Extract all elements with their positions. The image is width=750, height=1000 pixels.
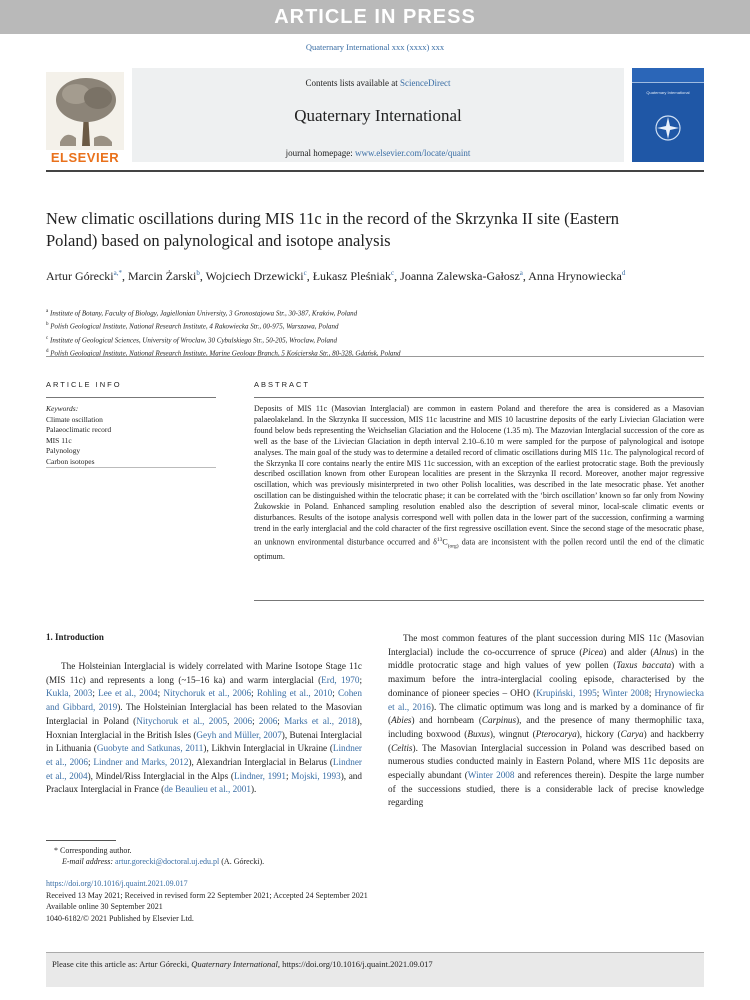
keywords-block xyxy=(46,404,216,467)
author-affiliation-marker[interactable]: b xyxy=(196,269,200,277)
citation-link[interactable]: Marks et al., 2018 xyxy=(284,715,357,726)
email-link[interactable]: artur.gorecki@doctoral.uj.edu.pl xyxy=(115,857,220,866)
body-text: ), and the presence of many thermophilic taxa, including boxwood ( xyxy=(388,715,705,739)
cover-journal-title: Quaternary International xyxy=(646,90,690,95)
body-text: ), wingnut ( xyxy=(489,728,536,739)
footnotes xyxy=(46,845,446,867)
keywords-rule xyxy=(46,467,216,468)
affiliation-item xyxy=(46,333,686,346)
citation-link[interactable]: Erd, 1970 xyxy=(321,674,360,685)
keyword-item: Palaeoclimatic record xyxy=(46,425,112,434)
abstract-body: Deposits of MIS 11c (Masovian Interglacial) are common in eastern Poland and therefore the area is considered as a Masovian palaeolakeland. In the Skrzynka II succession, MIS 11c lacustrine and MIS 10 lacustrine deposits of the early Liviecian Glaciation were found below beds representing the Weichselian Glaciation and the Holocene (1.35 m). The Mazovian Interglacial succession of the core as well as the base of the Liviecian Glaciation in depth interval 2.10–6.10 m were sampled for the purpose of palynological and isotope analyses. The main goal of the study was to determine a detailed record of climatic oscillations during MIS 11c. The palynological record of the Skrzynka II core contains nearly the entire MIS 11c succession, with an exception of the earliest protocratic stage. Both the previously described oscillation known from other European localities are present in the Skrzynka II record. Moreover, another major regressive oscillation, which was previously misinterpreted in two other Polish localities, was described in the late mesocratic phase. Yet another oscillation can be distinguished within the telocratic phase; it can be correlated with the ‘birch oscillation’ known so far only from Nowiny Żukowskie in Poland. Enhanced sampling resolution enabled also the description of several minor, local-scale climatic events or disturbances. Results of the isotope analysis correspond well with pollen data in the lower part of the succession, confirming a warming trend in the early interglacial and the cold character of the first regressive oscillation event. Since the second stage of the mesocratic phase, an unknown environmental disturbance occurred and δ xyxy=(254,404,704,547)
abstract-sub-c: C xyxy=(442,537,448,547)
taxon-name: Taxus baccata xyxy=(616,660,672,671)
taxon-name: Celtis xyxy=(391,742,413,753)
citation-link[interactable]: Nitychoruk et al., 2006 xyxy=(163,688,252,699)
body-text: ). The Holsteinian Interglacial has been related to the Masovian Interglacial in Poland ( xyxy=(46,702,362,726)
body-text: ) and hornbeam ( xyxy=(411,715,482,726)
citation-link[interactable]: 2006 xyxy=(258,715,278,726)
abstract-rule xyxy=(254,397,704,398)
cover-emblem-icon xyxy=(654,114,682,142)
cite-prefix: Please cite this article as: Artur Górecki, xyxy=(52,959,192,969)
email-label: E-mail address: xyxy=(62,857,116,866)
author-affiliation-marker[interactable]: d xyxy=(621,269,626,277)
body-text: ), Butenai Interglacial in Lithuania ( xyxy=(46,729,362,754)
author-list xyxy=(46,264,646,286)
taxon-name: Picea xyxy=(582,646,604,657)
footnote-rule xyxy=(46,840,116,841)
body-text: The Holsteinian Interglacial is widely correlated with Marine Isotope Stage 11c (MIS 11c) and represents a long (~15–16 ka) and warm interglacial ( xyxy=(46,661,362,685)
author-separator: , xyxy=(522,269,529,283)
body-text: ) and alder ( xyxy=(603,646,654,657)
citation-link[interactable]: Rohling et al., 2010 xyxy=(256,688,333,699)
keyword-item: Carbon isotopes xyxy=(46,456,95,466)
citation-link[interactable]: Lee et al., 2004 xyxy=(98,688,158,699)
body-text: , xyxy=(227,715,234,726)
journal-header-panel xyxy=(132,68,624,162)
body-text: ; xyxy=(252,715,259,726)
taxon-name: Carya xyxy=(620,728,644,739)
author-affiliation-marker[interactable]: c xyxy=(391,269,395,277)
intro-right-paragraph xyxy=(388,632,704,810)
cite-journal: Quaternary International xyxy=(191,959,278,969)
author-name: Artur Górecki xyxy=(46,269,114,283)
body-text: ), Mindel/Riss Interglacial in the Alps ( xyxy=(87,770,234,781)
contents-prefix: Contents lists available at xyxy=(305,78,400,88)
cover-top-strip xyxy=(632,68,704,83)
issn-copyright: 1040-6182/© 2021 Published by Elsevier Ltd. xyxy=(46,914,194,924)
citation-link[interactable]: de Beaulieu et al., 2001 xyxy=(164,784,251,795)
taxon-name: Pterocarya xyxy=(535,728,577,739)
body-text: ; xyxy=(277,715,285,726)
author-separator: , xyxy=(199,269,206,283)
email-suffix: (A. Górecki). xyxy=(219,857,265,866)
abstract-sub-org: (org) xyxy=(447,543,459,550)
intro-left-paragraph xyxy=(46,660,362,797)
cite-this-article-box xyxy=(46,952,704,987)
elsevier-wordmark: ELSEVIER xyxy=(50,150,120,165)
author-name: Joanna Zalewska-Gałosz xyxy=(400,269,520,283)
contents-lists-line xyxy=(132,78,624,88)
header-rule xyxy=(46,170,704,172)
introduction-heading: 1. Introduction xyxy=(46,632,104,642)
abstract-sup: 13 xyxy=(436,536,443,543)
author-name: Łukasz Pleśniak xyxy=(312,269,392,283)
abstract-text xyxy=(254,404,704,563)
body-text: ), hickory ( xyxy=(576,728,621,739)
body-text: ). The Masovian Interglacial succession in Poland was described based on numerous studies conducted mainly in Eastern Poland, where MIS 11c deposits are especially abundant ( xyxy=(388,742,704,781)
keyword-item: MIS 11c xyxy=(46,435,72,445)
affiliation-text: Institute of Geological Sciences, University of Wroclaw, 30 Cybulskiego Str., 50-205, Wroclaw, Poland xyxy=(48,335,337,344)
article-in-press-banner: ARTICLE IN PRESS xyxy=(0,0,750,34)
journal-homepage-line xyxy=(132,148,624,158)
author-affiliation-marker[interactable]: c xyxy=(303,269,307,277)
taxon-name: Buxus xyxy=(467,728,490,739)
citation-link[interactable]: Geyh and Müller, 2007 xyxy=(196,729,282,740)
citation-link[interactable]: Lindner, 1991 xyxy=(233,770,287,781)
body-text: ) and hackberry ( xyxy=(388,728,705,753)
abstract-end: data are inconsistent with the pollen record until the end of the climatic optimum. xyxy=(254,537,704,562)
body-text: ), Likhvin Interglacial in Ukraine ( xyxy=(203,743,333,754)
affiliation-marker: c xyxy=(46,335,49,341)
body-text: ; xyxy=(648,687,655,698)
citation-link[interactable]: Guobyte and Satkunas, 2011 xyxy=(96,743,204,754)
affiliation-marker: b xyxy=(46,322,49,328)
body-text: ) with a maximum before the intra-interglacial cooling episode, characterised by the dominance of pioneer species – OHO ( xyxy=(388,660,704,698)
available-online: Available online 30 September 2021 xyxy=(46,902,163,912)
body-text: ), and Praclaux Interglacial in France ( xyxy=(46,770,362,795)
body-text: ; xyxy=(251,688,257,699)
author-separator: , xyxy=(394,269,401,283)
body-text: ; xyxy=(92,688,99,699)
sciencedirect-link[interactable]: ScienceDirect xyxy=(400,78,451,88)
corresponding-author-note: * Corresponding author. xyxy=(54,846,132,855)
citation-link[interactable]: Nitychoruk et al., 2005 xyxy=(136,715,228,726)
body-text: and references therein). Despite the large number of the successions studied, there is a considerable lack of precise knowledge regarding xyxy=(388,770,705,808)
intro-right-column xyxy=(388,632,704,810)
taxon-name: Alnus xyxy=(653,646,675,657)
body-text: ; xyxy=(596,687,603,698)
affiliation-marker: d xyxy=(46,348,49,354)
elsevier-tree-logo xyxy=(46,72,124,165)
affiliation-marker: a xyxy=(46,309,49,314)
citation-link[interactable]: Lindner et al., 2006 xyxy=(46,743,362,767)
affiliation-item xyxy=(46,319,686,332)
affiliation-list xyxy=(46,306,686,359)
citation-link[interactable]: Cohen and Gibbard, 2019 xyxy=(46,688,362,713)
affiliation-rule xyxy=(46,356,704,357)
email-note xyxy=(46,856,446,867)
journal-header xyxy=(46,68,704,166)
author-affiliation-marker[interactable]: a xyxy=(519,269,523,277)
author-name: Wojciech Drzewicki xyxy=(205,269,304,283)
keyword-item: Climate oscillation xyxy=(46,414,103,424)
body-text: ; xyxy=(332,688,338,699)
homepage-prefix: journal homepage: xyxy=(285,148,356,158)
citation-link[interactable]: 2006 xyxy=(233,715,253,726)
body-text: ; xyxy=(87,756,94,767)
received-dates: Received 13 May 2021; Received in revised form 22 September 2021; Accepted 24 September 2021 xyxy=(46,890,368,900)
citation-link[interactable]: Lindner et al., 2004 xyxy=(46,756,362,781)
keywords-label: Keywords: xyxy=(46,404,79,413)
journal-title: Quaternary International xyxy=(294,106,462,125)
keywords-list xyxy=(46,415,216,468)
body-text: ) in the middle protocratic stage and high values of yew pollen ( xyxy=(388,646,705,671)
keyword-item: Palynology xyxy=(46,446,81,455)
body-text: The most common features of the plant succession during MIS 11c (Masovian Interglacial) include the co-occurrence of spruce ( xyxy=(388,633,704,657)
body-text: ; xyxy=(286,770,292,781)
affiliation-item xyxy=(46,346,686,359)
cite-text xyxy=(52,959,433,969)
author-name: Marcin Żarski xyxy=(128,269,197,283)
doi-link[interactable]: https://doi.org/10.1016/j.quaint.2021.09.017 xyxy=(46,879,188,888)
author-separator: , xyxy=(122,269,128,283)
article-info-rule xyxy=(46,397,216,398)
homepage-link[interactable]: www.elsevier.com/locate/quaint xyxy=(355,148,471,158)
abstract-end-rule xyxy=(254,600,704,601)
citation-link[interactable]: Mojski, 1993 xyxy=(291,770,341,781)
intro-left-column xyxy=(46,660,362,797)
cite-suffix[interactable]: , https://doi.org/10.1016/j.quaint.2021.09.017 xyxy=(277,959,433,969)
affiliation-text: Polish Geological Institute, National Research Institute, 4 Rakowiecka Str., 00-975, Warszawa, Poland xyxy=(48,322,339,331)
author-affiliation-marker[interactable]: a,* xyxy=(113,269,122,277)
affiliation-text: Polish Geological Institute, National Research Institute, Marine Geology Branch, 5 Kościerska Str., 80-328, Gdańsk, Poland xyxy=(48,349,401,358)
body-text: ; xyxy=(359,674,362,685)
body-text: ). The climatic optimum was long and is marked by a dominance of fir ( xyxy=(388,701,704,726)
article-info-heading: ARTICLE INFO xyxy=(46,380,122,389)
citation-link[interactable]: Hrynowiecka et al., 2016 xyxy=(388,687,705,712)
tree-icon xyxy=(46,72,124,150)
author-name: Anna Hrynowiecka xyxy=(528,269,622,283)
body-text: ), Alexandrian Interglacial in Belarus ( xyxy=(188,756,333,767)
taxon-name: Abies xyxy=(391,715,412,726)
affiliation-item xyxy=(46,306,686,319)
article-title: New climatic oscillations during MIS 11c in the record of the Skrzynka II site (Eastern Poland) based on palynological and isotope analysis xyxy=(46,209,620,250)
citation-link[interactable]: Winter 2008 xyxy=(467,770,515,781)
body-text: ; xyxy=(157,688,164,699)
citation-link[interactable]: Winter 2008 xyxy=(602,687,649,698)
taxon-name: Carpinus xyxy=(481,715,517,726)
citation-link[interactable]: Kukla, 2003 xyxy=(46,688,93,699)
journal-cover-thumbnail[interactable] xyxy=(632,68,704,162)
citation-link[interactable]: Lindner and Marks, 2012 xyxy=(93,756,189,767)
publication-info xyxy=(46,878,546,925)
journal-cite-line[interactable]: Quaternary International xxx (xxxx) xxx xyxy=(305,42,445,52)
citation-link[interactable]: Krupiński, 1995 xyxy=(536,687,597,698)
abstract-heading: ABSTRACT xyxy=(254,380,311,389)
body-text: ), Hoxnian Interglacial in the British Isles ( xyxy=(46,715,362,740)
affiliation-text: Institute of Botany, Faculty of Biology, Jagiellonian University, 3 Gronostajowa Str., 30-387, Kraków, Poland xyxy=(48,309,358,318)
body-text: ). xyxy=(250,784,257,795)
author-separator: , xyxy=(306,269,313,283)
